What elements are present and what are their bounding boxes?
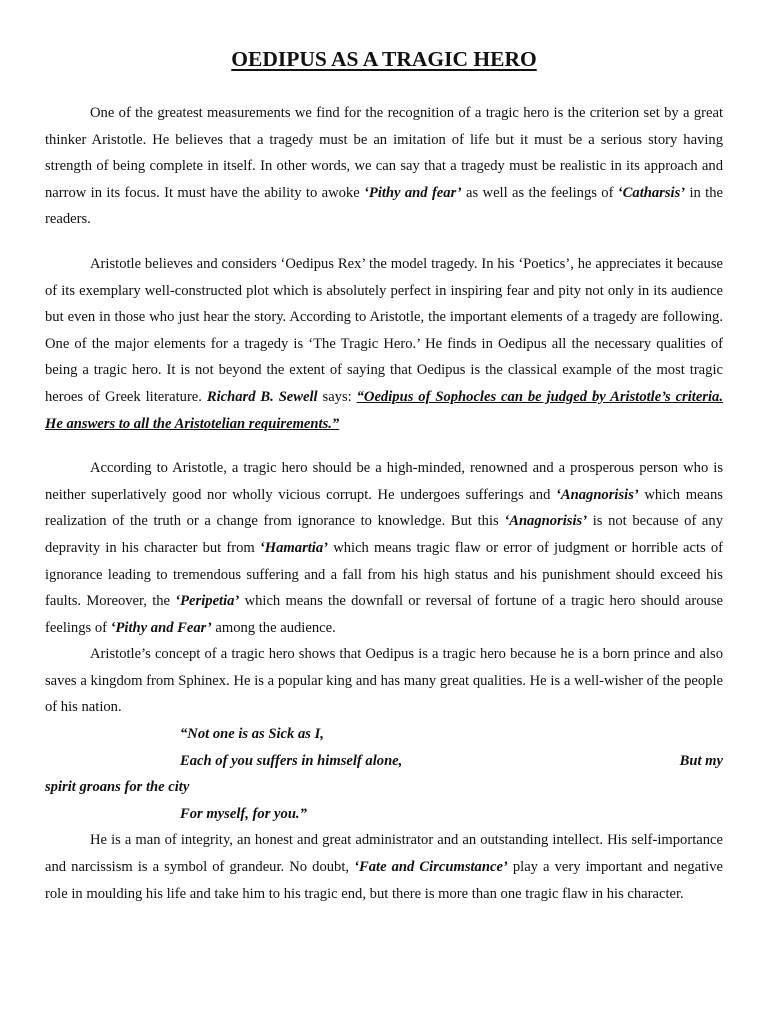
essay-body: [45, 100, 723, 907]
emphasis-term: ‘Catharsis’: [617, 184, 686, 201]
verse-line: [45, 748, 723, 775]
verse-line: For myself, for you.”: [180, 805, 307, 822]
page-title: OEDIPUS AS A TRAGIC HERO: [231, 47, 537, 71]
paragraph-text: among the audience.: [211, 619, 336, 636]
paragraph-text: is not because of any depravity in his character but from: [45, 513, 724, 556]
emphasis-term: ‘Fate and Circumstance’: [354, 859, 508, 876]
critic-quote: “Oedipus of Sophocles can be judged by Aristotle’s criteria. He answers to all the Aristotelian requirements.”: [45, 388, 723, 432]
emphasis-term: ‘Pithy and fear’: [364, 184, 462, 201]
verse-line-text: But my: [679, 752, 723, 769]
paragraph-text: which means the downfall or reversal of fortune of a tragic hero should arouse feelings of: [45, 593, 723, 636]
paragraph-text: which means tragic flaw or error of judgment or horrible acts of ignorance leading to tremendous suffering and a fall from his high status and his punishment should exceed his faults. Moreover, the: [45, 539, 724, 610]
paragraph-text: He is a man of integrity, an honest and great administrator and an outstanding intellect. His self-importance and narcissism is a symbol of grandeur. No doubt,: [45, 832, 723, 876]
paragraph-text: play a very important and negative role in moulding his life and take him to his tragic end, but there is more than one tragic flaw in his character.: [45, 859, 724, 902]
emphasis-term: ‘Peripetia’: [175, 593, 240, 610]
paragraph-text: According to Aristotle, a tragic hero should be a high-minded, renowned and a prosperous person who is neither superlatively good nor wholly vicious corrupt. He undergoes sufferings and: [45, 460, 723, 503]
paragraph-1: [45, 100, 723, 233]
paragraph-text: in the readers.: [45, 184, 724, 228]
emphasis-term: ‘Pithy and Fear’: [110, 619, 212, 636]
quoted-author: Richard B. Sewell: [206, 388, 318, 405]
emphasis-term: ‘Anagnorisis’: [556, 486, 639, 503]
paragraph-text: says:: [317, 388, 357, 405]
paragraph-text: as well as the feelings of: [461, 184, 618, 201]
paragraph-text: which means realization of the truth or a change from ignorance to knowledge. But this: [45, 486, 723, 530]
paragraph-2: [45, 251, 723, 437]
verse-line: spirit groans for the city: [45, 779, 190, 796]
emphasis-term: ‘Hamartia’: [259, 539, 329, 556]
paragraph-text: One of the greatest measurements we find for the recognition of a tragic hero is the criterion set by a great thinker Aristotle. He believes that a tragedy must be an imitation of life but it must be a serious story having strength of being complete in itself. In other words, we can say that a tragedy must be realistic in its approach and narrow in its focus. It must have the ability to awoke: [45, 105, 723, 201]
paragraph-4: Aristotle’s concept of a tragic hero shows that Oedipus is a tragic hero because he is a born prince and also saves a kingdom from Sphinex. He is a popular king and has many great qualities. He is a well-wisher of the people of his nation.: [45, 646, 723, 716]
verse-line: “Not one is as Sick as I,: [180, 726, 324, 743]
paragraph-3: [45, 455, 723, 641]
paragraph-5: [45, 827, 723, 907]
paragraph-text: Aristotle believes and considers ‘Oedipus Rex’ the model tragedy. In his ‘Poetics’, he appreciates it because of its exemplary well-constructed plot which is absolutely perfect in inspiring fear and pity not only in its audience but even in those who just hear the story. According to Aristotle, the important elements of a tragedy are following. One of the major elements for a tragedy is ‘The Tragic Hero.’ He finds in Oedipus all the necessary qualities of being a tragic hero. It is not beyond the extent of saying that Oedipus is the classical example of the most tragic heroes of Greek literature.: [45, 255, 723, 405]
verse-quote: [45, 721, 723, 827]
verse-line-text: Each of you suffers in himself alone,: [180, 752, 403, 769]
emphasis-term: ‘Anagnorisis’: [504, 513, 588, 530]
